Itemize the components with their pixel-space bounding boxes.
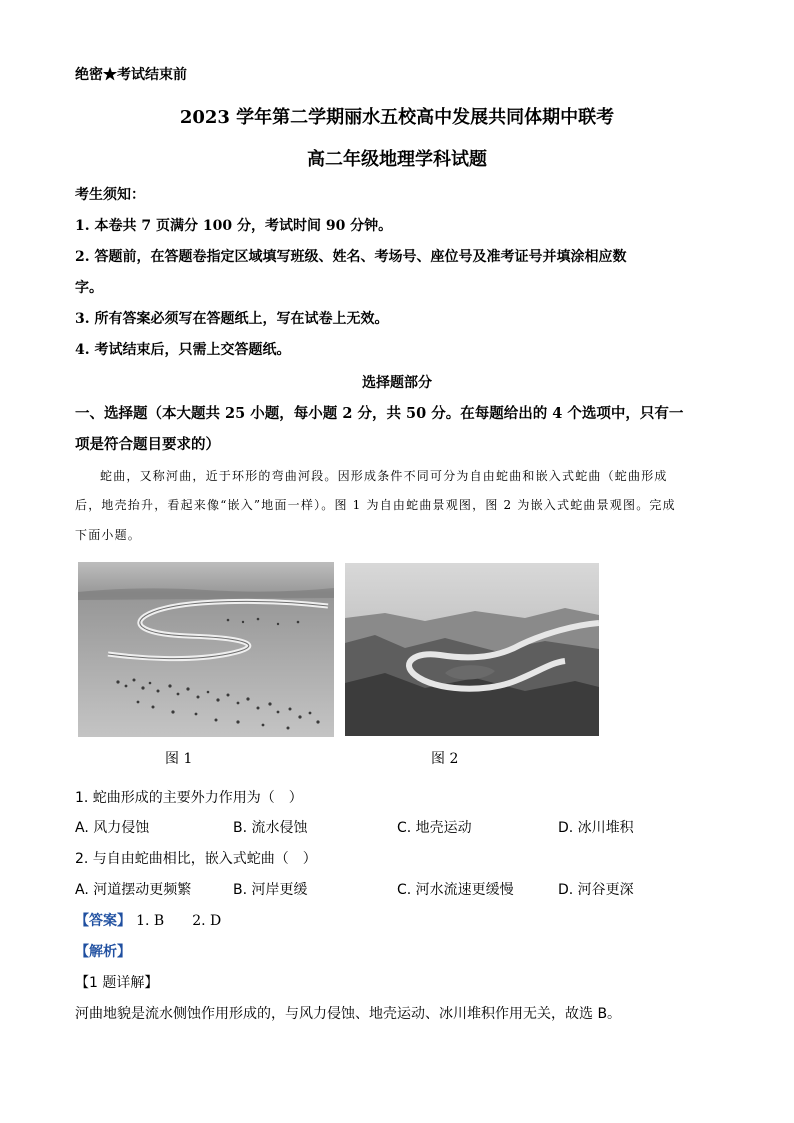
question-1-option-c: C. 地壳运动 [397,820,472,836]
answer-text: 1. B 2. D [136,913,222,929]
figure-1-free-meander-photo [78,562,334,737]
figure-2-caption: 图 2 [431,751,459,767]
passage-line: 蛇曲，又称河曲，近于环形的弯曲河段。因形成条件不同可分为自由蛇曲和嵌入式蛇曲（蛇曲形成 [100,469,668,483]
question-1-option-a: A. 风力侵蚀 [75,820,150,836]
exam-subtitle: 高二年级地理学科试题 [307,149,487,170]
question-2-option-b: B. 河岸更缓 [233,882,308,898]
confidential-label: 绝密★考试结束前 [75,67,187,83]
notice-heading: 考生须知： [75,187,145,203]
notice-item: 字。 [75,280,103,296]
section-instruction: 项是符合题目要求的） [75,436,220,453]
figure-2-incised-meander-photo [345,563,599,736]
question-1-stem: 1. 蛇曲形成的主要外力作用为（ ） [75,790,303,806]
answer-row [75,910,221,930]
exam-title: 2023 学年第二学期丽水五校高中发展共同体期中联考 [179,107,615,128]
analysis-label: 【解析】 [75,944,131,960]
notice-item: 3. 所有答案必须写在答题纸上，写在试卷上无效。 [75,311,389,327]
notice-item: 1. 本卷共 7 页满分 100 分，考试时间 90 分钟。 [75,218,393,234]
detail-text: 河曲地貌是流水侧蚀作用形成的，与风力侵蚀、地壳运动、冰川堆积作用无关，故选 B。 [75,1006,622,1022]
detail-label: 【1 题详解】 [75,975,159,991]
notice-item: 2. 答题前，在答题卷指定区域填写班级、姓名、考场号、座位号及准考证号并填涂相应数 [75,249,627,265]
section-instruction: 一、选择题（本大题共 25 小题，每小题 2 分，共 50 分。在每题给出的 4 个选项中，只有一 [75,405,684,422]
figure-1-caption: 图 1 [165,751,193,767]
question-1-option-b: B. 流水侵蚀 [233,820,308,836]
question-2-option-d: D. 河谷更深 [558,882,634,898]
passage-line: 下面小题。 [75,528,142,542]
section-title: 选择题部分 [362,375,432,391]
notice-item: 4. 考试结束后，只需上交答题纸。 [75,342,291,358]
answer-label: 【答案】 [75,913,131,929]
question-1-option-d: D. 冰川堆积 [558,820,634,836]
passage-line: 后，地壳抬升，看起来像“嵌入”地面一样）。图 1 为自由蛇曲景观图，图 2 为嵌入式蛇曲景观图。完成 [75,498,676,512]
question-2-option-a: A. 河道摆动更频繁 [75,882,192,898]
question-2-stem: 2. 与自由蛇曲相比，嵌入式蛇曲（ ） [75,851,317,867]
question-2-option-c: C. 河水流速更缓慢 [397,882,514,898]
